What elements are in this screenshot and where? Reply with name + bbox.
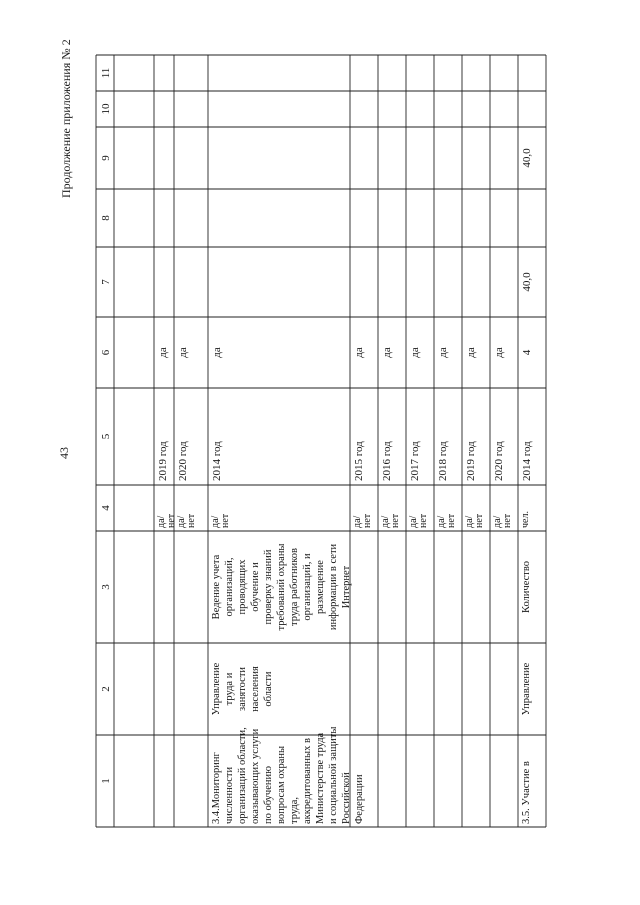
cell-r7-c4-line-0: да/ bbox=[464, 515, 475, 528]
cell-r2-c1-line-1: численности bbox=[224, 766, 235, 824]
cell-r5-c5: 2017 год bbox=[409, 441, 421, 481]
cell-r2-c1-line-11: Федерации bbox=[354, 774, 365, 824]
cell-r2-c2-line-1: труда и bbox=[224, 672, 235, 706]
column-number-4: 4 bbox=[100, 505, 112, 511]
cell-r4-c4-line-0: да/ bbox=[380, 515, 391, 528]
cell-r1-c6: да bbox=[177, 347, 189, 358]
cell-r6-c6: да bbox=[437, 347, 449, 358]
cell-r1-c4-line-1: нет bbox=[186, 513, 197, 528]
cell-r9-c7: 40,0 bbox=[521, 272, 533, 292]
column-number-10: 10 bbox=[100, 103, 112, 115]
cell-r8-c5: 2020 год bbox=[493, 441, 505, 481]
cell-r3-c6: да bbox=[353, 347, 365, 358]
cell-r2-c1-line-9: и социальной защиты bbox=[328, 726, 339, 824]
cell-r2-c4-line-0: да/ bbox=[210, 515, 221, 528]
cell-r2-c1-line-3: оказывающих услуги bbox=[250, 728, 261, 824]
cell-r2-c1-line-2: организаций области, bbox=[237, 727, 248, 824]
cell-r2-c1-line-10: Российской bbox=[341, 772, 352, 824]
cell-r3-c4-line-1: нет bbox=[362, 513, 373, 528]
cell-r1-c5: 2020 год bbox=[177, 441, 189, 481]
cell-r2-c1-line-5: вопросам охраны bbox=[276, 745, 287, 824]
cell-r5-c4-line-1: нет bbox=[418, 513, 429, 528]
cell-r2-c3-line-7: организаций, и bbox=[302, 553, 313, 621]
cell-r8-c4-line-0: да/ bbox=[492, 515, 503, 528]
cell-r0-c6: да bbox=[157, 347, 169, 358]
cell-r4-c4-line-1: нет bbox=[390, 513, 401, 528]
cell-r9-c4-line-0: чел. bbox=[520, 511, 531, 528]
cell-r2-c3-line-0: Ведение учета bbox=[211, 554, 222, 620]
column-number-6: 6 bbox=[100, 349, 112, 356]
cell-r9-c9: 40,0 bbox=[521, 148, 533, 168]
cell-r9-c1-line-0: 3.5. Участие в bbox=[521, 761, 532, 824]
cell-r2-c3-line-1: организаций, bbox=[224, 557, 235, 617]
cell-r5-c6: да bbox=[409, 347, 421, 358]
cell-r2-c1-line-6: труда, bbox=[289, 796, 300, 824]
cell-r6-c4-line-0: да/ bbox=[436, 515, 447, 528]
cell-r0-c4-line-0: да/ bbox=[156, 515, 167, 528]
cell-r2-c2-line-4: области bbox=[263, 671, 274, 707]
cell-r2-c1-line-0: 3.4.Мониторинг bbox=[211, 752, 222, 824]
column-number-8: 8 bbox=[100, 215, 112, 221]
cell-r2-c3-line-5: требований охраны bbox=[276, 543, 287, 631]
column-number-5: 5 bbox=[100, 433, 112, 440]
column-number-9: 9 bbox=[100, 155, 112, 161]
cell-r6-c4-line-1: нет bbox=[446, 513, 457, 528]
page-number: 43 bbox=[57, 447, 71, 459]
cell-r9-c5: 2014 год bbox=[521, 441, 533, 481]
column-number-3: 3 bbox=[100, 584, 112, 590]
cell-r8-c6: да bbox=[493, 347, 505, 358]
column-number-1: 1 bbox=[100, 778, 112, 784]
cell-r6-c5: 2018 год bbox=[437, 441, 449, 481]
cell-r2-c2-line-3: населения bbox=[250, 666, 261, 712]
cell-r2-c3-line-2: проводящих bbox=[237, 559, 248, 615]
cell-r7-c5: 2019 год bbox=[465, 441, 477, 481]
cell-r8-c4-line-1: нет bbox=[502, 513, 513, 528]
cell-r2-c3-line-8: размещение bbox=[315, 560, 326, 614]
cell-r2-c3-line-3: обучение и bbox=[250, 562, 261, 612]
cell-r2-c2-line-2: занятости bbox=[237, 666, 248, 712]
cell-r4-c6: да bbox=[381, 347, 393, 358]
cell-r4-c5: 2016 год bbox=[381, 441, 393, 481]
appendix-note: Продолжение приложения № 2 bbox=[59, 39, 73, 198]
cell-r7-c4-line-1: нет bbox=[474, 513, 485, 528]
cell-r2-c4-line-1: нет bbox=[220, 513, 231, 528]
cell-r9-c3-line-0: Количество bbox=[521, 560, 532, 614]
column-number-11: 11 bbox=[100, 67, 112, 79]
column-number-7: 7 bbox=[100, 279, 112, 285]
cell-r2-c5: 2014 год bbox=[211, 441, 223, 481]
cell-r2-c2-line-0: Управление bbox=[211, 662, 222, 716]
cell-r2-c1-line-8: Министерстве труда bbox=[315, 732, 326, 824]
cell-r2-c3-line-9: информации в сети bbox=[328, 543, 339, 631]
cell-r2-c3-line-4: проверку знаний bbox=[263, 549, 274, 625]
cell-r0-c5: 2019 год bbox=[157, 441, 169, 481]
cell-r9-c2-line-0: Управление bbox=[521, 662, 532, 716]
cell-r7-c6: да bbox=[465, 347, 477, 358]
column-number-2: 2 bbox=[100, 686, 112, 692]
cell-r5-c4-line-0: да/ bbox=[408, 515, 419, 528]
cell-r2-c3-line-6: труда работников bbox=[289, 547, 300, 627]
cell-r1-c4-line-0: да/ bbox=[176, 515, 187, 528]
cell-r2-c6: да bbox=[211, 347, 223, 358]
cell-r2-c1-line-7: аккредитованных в bbox=[302, 738, 313, 824]
cell-r9-c6: 4 bbox=[521, 349, 533, 356]
cell-r3-c5: 2015 год bbox=[353, 441, 365, 481]
cell-r2-c1-line-4: по обучению bbox=[263, 766, 274, 824]
cell-r3-c4-line-0: да/ bbox=[352, 515, 363, 528]
cell-r2-c3-line-10: Интернет bbox=[341, 565, 352, 609]
cell-r0-c4-line-1: нет bbox=[166, 513, 177, 528]
